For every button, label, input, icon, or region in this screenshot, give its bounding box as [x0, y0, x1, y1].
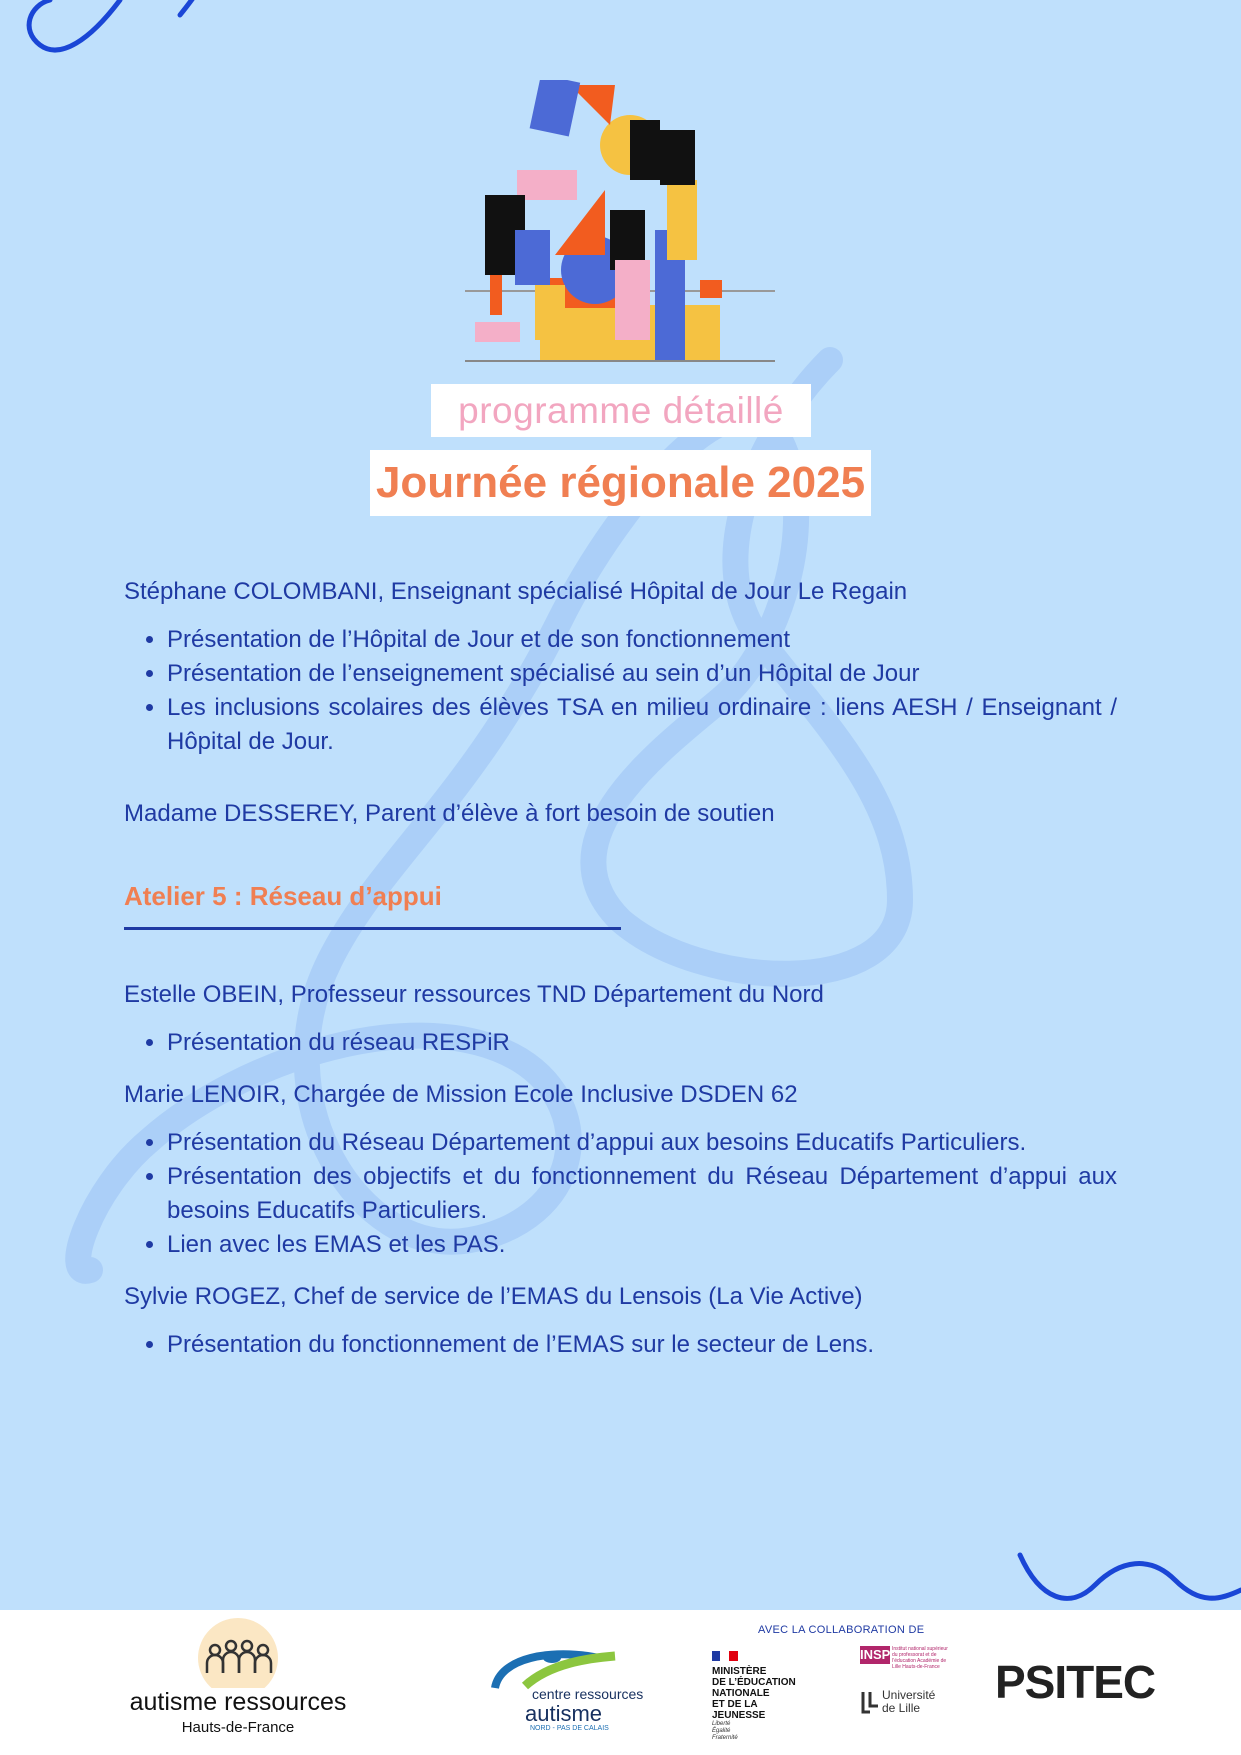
inspe-universite-logo — [860, 1646, 950, 1726]
cra-line3: NORD - PAS DE CALAIS — [530, 1725, 609, 1732]
program-content — [124, 575, 1117, 1362]
devise-line: Égalité — [712, 1728, 731, 1734]
cra-line1: centre ressources — [532, 1686, 644, 1702]
speaker-rogez: Sylvie ROGEZ, Chef de service de l’EMAS du Lensois (La Vie Active) — [124, 1283, 863, 1310]
lenoir-topics — [124, 1126, 1117, 1262]
people-icon — [118, 1618, 358, 1688]
ministere-line: NATIONALE — [712, 1688, 770, 1699]
colombani-topics — [124, 623, 1117, 759]
ministere-line: DE L’ÉDUCATION — [712, 1677, 796, 1688]
universite-lille-text — [882, 1689, 935, 1715]
cra-line2: autisme — [525, 1701, 603, 1726]
list-item: • Les inclusions scolaires des élèves TSA en milieu ordinaire : liens AESH / Enseignant / Hôpital de Jour. — [167, 691, 1117, 759]
universite-lille-icon — [860, 1690, 880, 1716]
page-title: Journée régionale 2025 — [370, 450, 871, 516]
collaboration-label: AVEC LA COLLABORATION DE — [758, 1624, 925, 1636]
list-item: • Lien avec les EMAS et les PAS. — [167, 1228, 1117, 1262]
universite-line2: de Lille — [882, 1701, 921, 1715]
autisme-ressources-name: autisme ressources — [129, 1688, 347, 1716]
obein-topics — [124, 1026, 1117, 1060]
list-item: • Présentation du fonctionnement de l’EMAS sur le secteur de Lens. — [167, 1328, 1117, 1362]
list-item: • Présentation de l’enseignement spécialisé au sein d’un Hôpital de Jour — [167, 657, 1117, 691]
ministere-line: MINISTÈRE — [712, 1666, 767, 1677]
hero-illustration — [455, 80, 795, 370]
autisme-ressources-logo — [118, 1618, 358, 1738]
list-item: • Présentation des objectifs et du fonctionnement du Réseau Département d’appui aux besoins Educatifs Particuliers. — [167, 1160, 1117, 1228]
atelier-5-heading: Atelier 5 : Réseau d’appui — [124, 881, 442, 911]
speaker-obein: Estelle OBEIN, Professeur ressources TND Département du Nord — [124, 981, 824, 1008]
french-flag-icon — [712, 1651, 738, 1661]
ministere-logo — [712, 1648, 812, 1742]
devise-line: Fraternité — [712, 1735, 738, 1741]
list-item: • Présentation du Réseau Département d’appui aux besoins Educatifs Particuliers. — [167, 1126, 1117, 1160]
devise-line: Liberté — [712, 1721, 731, 1727]
speaker-lenoir: Marie LENOIR, Chargée de Mission Ecole Inclusive DSDEN 62 — [124, 1081, 798, 1108]
centre-ressources-autisme-logo — [490, 1648, 650, 1732]
universite-line1: Université — [882, 1688, 936, 1702]
partner-logos-footer — [0, 1610, 1241, 1755]
inspe-badge: INSPE — [860, 1647, 900, 1662]
ministere-line: ET DE LA JEUNESSE — [712, 1699, 766, 1721]
speaker-colombani: Stéphane COLOMBANI, Enseignant spécialisé Hôpital de Jour Le Regain — [124, 578, 908, 605]
speaker-desserey: Madame DESSEREY, Parent d’élève à fort besoin de soutien — [124, 800, 775, 827]
autisme-ressources-region: Hauts-de-France — [181, 1719, 295, 1736]
inspe-description: Institut national supérieur du professorat et de l’éducation Académie de Lille Hauts-de-France — [892, 1646, 948, 1670]
programme-subtitle: programme détaillé — [431, 384, 811, 437]
rogez-topics — [124, 1328, 1117, 1362]
psitec-logo: PSITEC — [995, 1656, 1156, 1708]
list-item: • Présentation de l’Hôpital de Jour et de son fonctionnement — [167, 623, 1117, 657]
list-item: • Présentation du réseau RESPiR — [167, 1026, 1117, 1060]
